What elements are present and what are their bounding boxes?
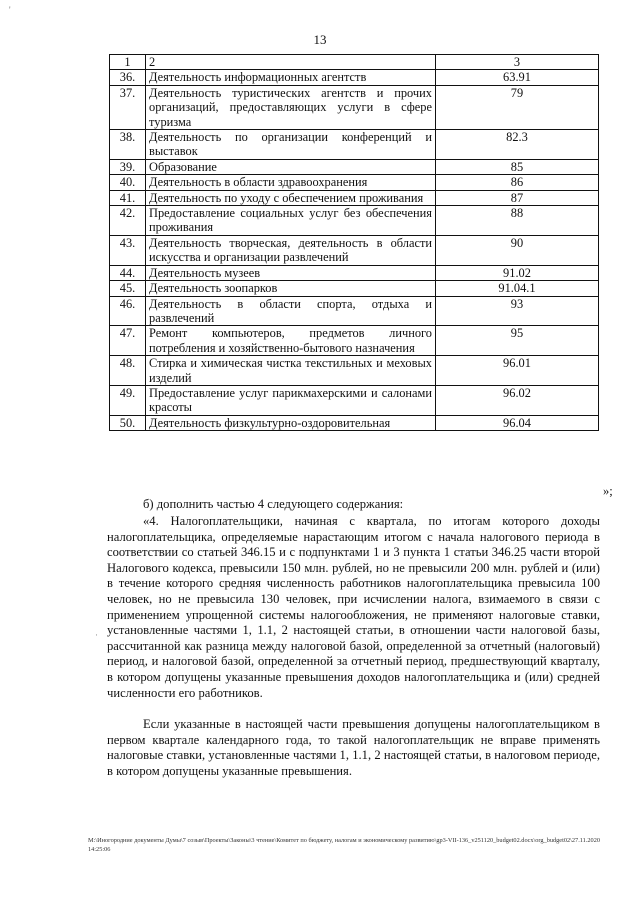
table-row bbox=[110, 356, 599, 386]
okved-code: 85 bbox=[436, 159, 599, 174]
activity-name: Деятельность туристических агентств и прочих организаций, предоставляющих услуги в сфере туризма bbox=[146, 85, 436, 129]
okved-code: 86 bbox=[436, 175, 599, 190]
table-row bbox=[110, 281, 599, 296]
okved-code: 63.91 bbox=[436, 70, 599, 85]
okved-code: 90 bbox=[436, 235, 599, 265]
okved-code: 87 bbox=[436, 190, 599, 205]
margin-mark: · bbox=[95, 630, 98, 640]
row-number: 39. bbox=[110, 159, 146, 174]
table-row bbox=[110, 206, 599, 236]
table-row bbox=[110, 85, 599, 129]
row-number: 50. bbox=[110, 415, 146, 430]
activity-name: Деятельность зоопарков bbox=[146, 281, 436, 296]
activity-name: Предоставление социальных услуг без обеспечения проживания bbox=[146, 206, 436, 236]
row-number: 48. bbox=[110, 356, 146, 386]
header-col-2: 2 bbox=[146, 55, 436, 70]
table-row bbox=[110, 190, 599, 205]
activity-name: Ремонт компьютеров, предметов личного потребления и хозяйственно-бытового назначения bbox=[146, 326, 436, 356]
paragraph-part-4: «4. Налогоплательщики, начиная с квартала, по итогам которого доходы налогоплательщика, определяемые нарастающим итогом с начала налогового периода в соответствии со статьей 346.15 и с подпунктами 1 и 3 пункта 1 статьи 346.25 части второй Налогового кодекса, превысили 150 млн. рублей, но не превысили 200 млн. рублей и (или) в течение которого средняя численность работников налогоплательщика превысила 100 человек, но не превысила 130 человек, при исчислении налога, взимаемого в связи с применением упрощенной системы налогообложения, не применяют налоговые ставки, установленные частями 1, 1.1, 2 настоящей статьи, в отношении части налоговой базы, рассчитанной как разница между налоговой базой, определенной за отчетный (налоговый) период, и налоговой базой, определенной за отчетный период, предшествующий кварталу, в котором допущены указанные превышения доходов налогоплательщика и (или) средней численности его работников. bbox=[107, 514, 600, 700]
row-number: 47. bbox=[110, 326, 146, 356]
activity-name: Деятельность в области спорта, отдыха и развлечений bbox=[146, 296, 436, 326]
page-number: 13 bbox=[313, 32, 327, 47]
table-row bbox=[110, 265, 599, 280]
corner-mark: ' bbox=[9, 5, 11, 15]
activity-name: Деятельность творческая, деятельность в области искусства и организации развлечений bbox=[146, 235, 436, 265]
table-header-row bbox=[110, 55, 599, 70]
row-number: 41. bbox=[110, 190, 146, 205]
table-row bbox=[110, 385, 599, 415]
header-col-1: 1 bbox=[110, 55, 146, 70]
table-row bbox=[110, 130, 599, 160]
okved-code: 93 bbox=[436, 296, 599, 326]
activity-name: Деятельность по уходу с обеспечением проживания bbox=[146, 190, 436, 205]
table-closing-quote: »; bbox=[603, 484, 613, 498]
table-row bbox=[110, 70, 599, 85]
table-row bbox=[110, 159, 599, 174]
row-number: 40. bbox=[110, 175, 146, 190]
activity-name: Образование bbox=[146, 159, 436, 174]
row-number: 46. bbox=[110, 296, 146, 326]
okved-code: 95 bbox=[436, 326, 599, 356]
table-row bbox=[110, 326, 599, 356]
activity-name: Деятельность информационных агентств bbox=[146, 70, 436, 85]
okved-code: 96.01 bbox=[436, 356, 599, 386]
activity-name: Деятельность музеев bbox=[146, 265, 436, 280]
activity-name: Предоставление услуг парикмахерскими и салонами красоты bbox=[146, 385, 436, 415]
header-col-3: 3 bbox=[436, 55, 599, 70]
okved-code: 79 bbox=[436, 85, 599, 129]
row-number: 45. bbox=[110, 281, 146, 296]
activities-table bbox=[109, 54, 599, 431]
row-number: 43. bbox=[110, 235, 146, 265]
activity-name: Деятельность по организации конференций и выставок bbox=[146, 130, 436, 160]
okved-code: 91.02 bbox=[436, 265, 599, 280]
activity-name: Деятельность физкультурно-оздоровительная bbox=[146, 415, 436, 430]
row-number: 42. bbox=[110, 206, 146, 236]
row-number: 49. bbox=[110, 385, 146, 415]
activity-name: Стирка и химическая чистка текстильных и меховых изделий bbox=[146, 356, 436, 386]
okved-code: 88 bbox=[436, 206, 599, 236]
table-row bbox=[110, 175, 599, 190]
okved-code: 96.02 bbox=[436, 385, 599, 415]
row-number: 38. bbox=[110, 130, 146, 160]
okved-code: 91.04.1 bbox=[436, 281, 599, 296]
table-row bbox=[110, 296, 599, 326]
amendment-line: б) дополнить частью 4 следующего содержания: bbox=[143, 497, 404, 511]
row-number: 36. bbox=[110, 70, 146, 85]
row-number: 37. bbox=[110, 85, 146, 129]
table-row bbox=[110, 235, 599, 265]
okved-code: 82.3 bbox=[436, 130, 599, 160]
paragraph-second: Если указанные в настоящей части превышения допущены налогоплательщиком в первом квартале календарного года, то такой налогоплательщик не вправе применять налоговые ставки, установленные частями 1, 1.1, 2 настоящей статьи, в налоговом периоде, в котором допущены указанные превышения. bbox=[107, 717, 600, 778]
okved-code: 96.04 bbox=[436, 415, 599, 430]
activity-name: Деятельность в области здравоохранения bbox=[146, 175, 436, 190]
row-number: 44. bbox=[110, 265, 146, 280]
footer-file-path: M:\Иногородние документы Думы\7 созыв\Проекты\Законы\3 чтение\Комитет по бюджету, налогам и экономическому развитию\gp3-VII-136_v251120_budget02.docx\org_budget02\27.11.2020 14:25:06 bbox=[88, 837, 600, 853]
table-row bbox=[110, 415, 599, 430]
